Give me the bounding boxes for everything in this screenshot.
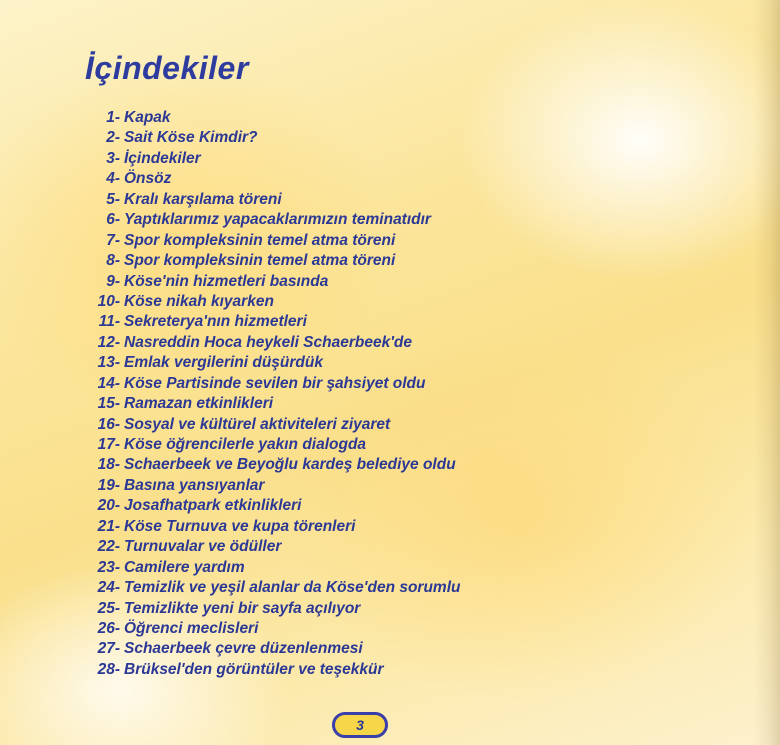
toc-entry	[72, 476, 461, 496]
toc-entry	[72, 190, 461, 210]
toc-entry-number: 2-	[106, 129, 120, 147]
toc-entry-title: Öğrenci meclisleri	[124, 619, 259, 637]
toc-entry	[72, 251, 461, 271]
toc-entry-number: 19-	[97, 476, 120, 494]
toc-entry	[72, 333, 461, 353]
toc-entry	[72, 353, 461, 373]
toc-entry-number: 17-	[97, 436, 120, 453]
toc-entry-number: 23-	[97, 558, 120, 576]
toc-entry-number: 27-	[97, 640, 120, 658]
page-edge-shadow	[754, 0, 780, 745]
toc-entry-title: Brüksel'den görüntüler ve teşekkür	[124, 660, 384, 678]
toc-entry	[72, 292, 461, 312]
toc-entry-number: 10-	[97, 292, 120, 310]
toc-entry	[72, 558, 461, 578]
toc-entry	[72, 660, 461, 680]
toc-entry-number: 9-	[106, 272, 120, 290]
toc-entry-number: 20-	[97, 497, 120, 515]
toc-entry-number: 8-	[106, 252, 120, 270]
toc-entry-title: İçindekiler	[124, 149, 201, 167]
toc-entry	[72, 108, 461, 128]
toc-entry	[72, 312, 461, 332]
toc-entry	[72, 619, 461, 639]
toc-entry-title: Köse nikah kıyarken	[124, 292, 274, 310]
toc-entry-title: Schaerbeek ve Beyoğlu kardeş belediye oldu	[124, 456, 456, 474]
toc-entry-title: Önsöz	[124, 170, 172, 188]
toc-entry	[72, 599, 461, 619]
toc-entry-title: Camilere yardım	[124, 558, 245, 576]
toc-entry	[72, 517, 461, 537]
toc-entry-number: 22-	[97, 538, 120, 556]
toc-entry	[72, 639, 461, 659]
toc-entry	[72, 415, 461, 435]
toc-entry-title: Köse'nin hizmetleri basında	[124, 272, 329, 290]
toc-entry	[72, 210, 461, 230]
toc-entry-title: Nasreddin Hoca heykeli Schaerbeek'de	[124, 333, 412, 351]
toc-entry	[72, 537, 461, 557]
toc-entry-title: Spor kompleksinin temel atma töreni	[124, 231, 396, 249]
toc-entry	[72, 455, 461, 475]
toc-entry-number: 14-	[97, 374, 120, 392]
toc-entry-title: Yaptıklarımız yapacaklarımızın teminatıdır	[124, 211, 431, 229]
toc-entry	[72, 435, 461, 455]
toc-entry-number: 16-	[97, 415, 120, 433]
toc-entry	[72, 169, 461, 189]
toc-entry	[72, 496, 461, 516]
toc-entry-title: Sekreterya'nın hizmetleri	[124, 313, 307, 331]
toc-entry	[72, 149, 461, 169]
toc-entry-title: Ramazan etkinlikleri	[124, 395, 274, 413]
toc-entry-number: 12-	[97, 333, 120, 351]
page-title: İçindekiler	[85, 50, 249, 86]
toc-entry	[72, 374, 461, 394]
toc-entry-number: 11-	[98, 313, 120, 331]
toc-entry-title: Temizlikte yeni bir sayfa açılıyor	[124, 599, 361, 617]
toc-entry-title: Kapak	[124, 109, 171, 126]
toc-entry-title: Kralı karşılama töreni	[124, 190, 282, 208]
toc-entry-title: Spor kompleksinin temel atma töreni	[124, 252, 396, 270]
toc-entry-number: 4-	[106, 170, 120, 188]
toc-entry	[72, 231, 461, 251]
toc-entry-number: 6-	[106, 211, 120, 229]
toc-entry-title: Köse Turnuva ve kupa törenleri	[124, 517, 356, 535]
toc-entry-number: 5-	[106, 190, 120, 208]
toc-entry-title: Turnuvalar ve ödüller	[124, 538, 282, 556]
toc-entry-title: Emlak vergilerini düşürdük	[124, 354, 323, 372]
toc-entry-title: Sait Köse Kimdir?	[124, 129, 258, 147]
toc-entry-number: 18-	[97, 456, 120, 474]
page-number-badge: 3	[332, 712, 388, 738]
toc-entry-number: 26-	[97, 619, 120, 637]
table-of-contents	[72, 108, 461, 680]
toc-entry-title: Basına yansıyanlar	[124, 476, 265, 494]
toc-entry	[72, 272, 461, 292]
toc-entry-number: 21-	[97, 517, 120, 535]
toc-entry-number: 15-	[97, 395, 120, 413]
toc-entry-title: Temizlik ve yeşil alanlar da Köse'den sorumlu	[124, 579, 461, 597]
toc-entry-title: Köse Partisinde sevilen bir şahsiyet oldu	[124, 374, 426, 392]
toc-entry-number: 1-	[106, 109, 120, 126]
toc-entry	[72, 128, 461, 148]
toc-entry	[72, 578, 461, 598]
toc-entry-number: 3-	[106, 149, 120, 167]
toc-entry-number: 13-	[97, 354, 120, 372]
toc-entry-number: 25-	[97, 599, 120, 617]
toc-entry-number: 28-	[97, 660, 120, 678]
toc-entry-number: 7-	[106, 231, 120, 249]
toc-entry-title: Schaerbeek çevre düzenlenmesi	[124, 640, 363, 658]
toc-entry-title: Köse öğrencilerle yakın dialogda	[124, 436, 367, 453]
toc-entry-title: Sosyal ve kültürel aktiviteleri ziyaret	[124, 415, 391, 433]
toc-entry	[72, 394, 461, 414]
toc-entry-number: 24-	[97, 579, 120, 597]
toc-entry-title: Josafhatpark etkinlikleri	[124, 497, 302, 515]
